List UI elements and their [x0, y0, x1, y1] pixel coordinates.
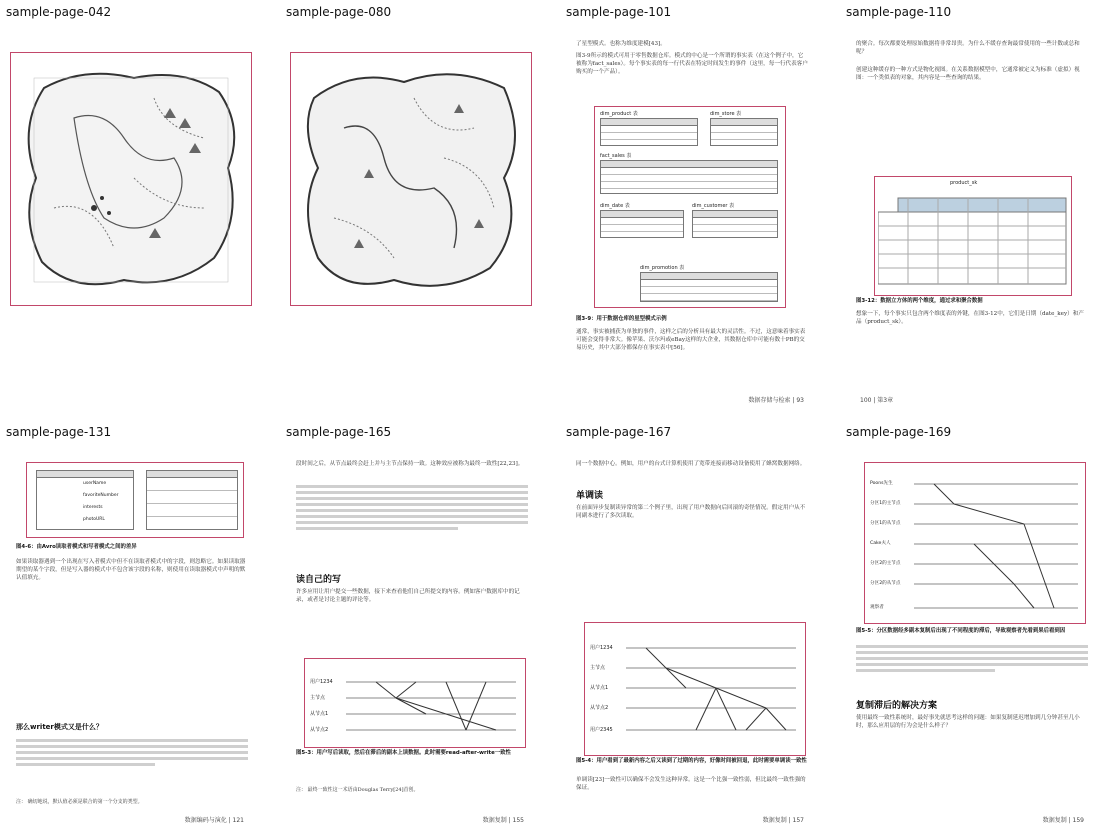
page-text: 图3-9所示的模式可用于零售数据仓库。模式的中心是一个所谓的事实表（在这个例子中，它被称为fact_sales）。每个事实表的每一行代表在特定时间发生的事件（这里，每一行代表客户购买的一个产品）。: [576, 53, 808, 75]
page-text: 通常，事实被捕获为单独的事件，这样之后的分析具有最大的灵活性。不过，这意味着事实表可能会变得非常大。像苹果、沃尔玛或eBay这样的大企业，其数据仓库中可能有数十PB的交易历史，其中大部分都保存在事实表中[56]。: [576, 329, 806, 351]
figure-caption: 图5-4：用户看到了最新内容之后又读到了过期的内容，好像时间被回退，此时需要单调读一致性: [576, 758, 807, 764]
page-image: [286, 446, 538, 830]
data-cube-table: [878, 188, 1068, 288]
footnote: 注： 最终一致性这一术语由Douglas Terry[24]首创。: [296, 787, 419, 793]
page-image: [566, 446, 818, 830]
page-thumbnail-169[interactable]: [840, 420, 1100, 830]
diagram-row-label: 从节点2: [590, 705, 609, 711]
page-footer: 数据编码与演化 | 121: [184, 817, 244, 824]
schema-field: userName: [83, 481, 107, 486]
diagram-row-label: 用户1234: [310, 679, 333, 685]
page-text: 单调读[23]一致性可以确保不会发生这种异常。这是一个比强一致性弱，但比最终一致性强的保证。: [576, 777, 806, 791]
page-image: [6, 446, 258, 830]
schema-table: [692, 210, 778, 238]
diagram-row-label: 用户2345: [590, 727, 613, 733]
page-thumbnail-042[interactable]: [0, 0, 260, 410]
page-footer: 数据存储与检索 | 93: [748, 397, 804, 404]
page-text: 在前面异步复制读异常的第二个例子里，出现了用户数据向后回滚的奇怪情况。假定用户从不同副本进行了多次读取。: [576, 505, 806, 519]
page-label: sample-page-101: [566, 5, 672, 19]
table-title: dim_customer 表: [692, 203, 735, 209]
diagram-row-label: 用户1234: [590, 645, 613, 651]
schema-table: [600, 210, 684, 238]
diagram-row-label: 分区2的主节点: [870, 561, 901, 566]
figure-caption: 图5-5：分区数据经多副本复制后出现了不同程度的滞后，导致观察者先看到果后看到因: [856, 628, 1066, 634]
schema-table: [710, 118, 778, 146]
diagram-row-label: 分区1的主节点: [870, 501, 901, 506]
figure-caption: 图3-9：用于数据仓库的星型模式示例: [576, 316, 667, 322]
diagram-row-label: 观察者: [870, 605, 884, 610]
diagram-row-label: 主节点: [590, 665, 606, 671]
page-text-lines: [296, 482, 528, 562]
replication-diagram: [626, 636, 798, 746]
diagram-row-label: 从节点1: [310, 711, 329, 717]
page-text: 许多应用让用户提交一些数据，接下来查看他们自己所提交的内容。例如客户数据库中的记录，或者是讨论主题的评论等。: [296, 589, 520, 603]
diagram-row-label: Cake夫人: [870, 541, 891, 546]
page-thumbnail-131[interactable]: [0, 420, 260, 830]
page-label: sample-page-110: [846, 5, 952, 19]
causality-diagram: [914, 472, 1080, 618]
page-label: sample-page-131: [6, 425, 112, 439]
section-heading: 读自己的写: [296, 575, 342, 585]
table-title: dim_product 表: [600, 111, 638, 117]
page-text: 同一个数据中心。例如，用户的台式计算机使用了宽带连接而移动设备使用了蜂窝数据网络。: [576, 461, 806, 467]
map-illustration: [14, 58, 248, 302]
page-thumbnail-080[interactable]: [280, 0, 540, 410]
diagram-row-label: 从节点2: [310, 727, 329, 733]
diagram-row-label: 主节点: [310, 695, 326, 701]
page-footer: 数据复制 | 159: [1042, 817, 1084, 824]
page-image: [6, 26, 258, 410]
page-thumbnail-165[interactable]: [280, 420, 540, 830]
writer-schema-table: [36, 470, 134, 530]
page-label: sample-page-080: [286, 5, 392, 19]
page-text: 想象一下，每个事实只包含两个维度表的外键，在图3-12中，它们是日期（date_key）和产品（product_sk）。: [856, 311, 1084, 325]
page-text: 如果读取器遇到一个出现在写入者模式中但不在读取者模式中的字段，则忽略它。如果读取器期望的某个字段，但是写入器的模式中不包含该字段的名称，则使用在读取器模式中声明的默认值填充。: [16, 559, 246, 581]
schema-field: favoriteNumber: [83, 493, 119, 498]
section-heading: 单调读: [576, 491, 604, 501]
page-thumbnail-101[interactable]: [560, 0, 820, 410]
footnote: 注： 确切地说，默认值必须是联合的第一个分支的类型。: [16, 799, 143, 805]
figure-caption: 图4-6：由Avro读取者模式和写者模式之间的差异: [16, 544, 137, 550]
section-heading: 那么writer模式又是什么？: [16, 723, 103, 731]
section-heading: 复制滞后的解决方案: [856, 701, 938, 711]
page-label: sample-page-165: [286, 425, 392, 439]
page-thumbnail-167[interactable]: [560, 420, 820, 830]
figure-caption: 图5-3：用户写后读取，然后在滞后的副本上读数据。此时需要read-after-write一致性: [296, 750, 511, 756]
page-image: [846, 26, 1098, 410]
page-footer: 数据复制 | 157: [762, 817, 804, 824]
diagram-row-label: 分区2的从节点: [870, 581, 901, 586]
table-title: dim_store 表: [710, 111, 742, 117]
schema-field: photoURL: [83, 517, 105, 522]
map-illustration: [294, 58, 528, 302]
diagram-row-label: 分区1的从节点: [870, 521, 901, 526]
figure-caption: 图3-12：数据立方体的两个维度，通过求和聚合数据: [856, 298, 983, 304]
table-title: dim_date 表: [600, 203, 630, 209]
replication-diagram: [346, 672, 518, 740]
page-text: 了星型模式。也称为维度建模[43]。: [576, 41, 666, 47]
page-text-lines: [16, 736, 248, 792]
page-label: sample-page-167: [566, 425, 672, 439]
page-text: 的聚合。每次都要处理原始数据将非常昂贵。为什么不缓存查询最常使用的一些计数或总和呢？: [856, 41, 1080, 55]
page-label: sample-page-042: [6, 5, 112, 19]
page-text: 使用最终一致性系统时，最好事先就思考这样的问题：如果复制延迟增加到几分钟甚至几小时，那么应用层的行为会是什么样子？: [856, 715, 1080, 729]
table-title: product_sk: [950, 180, 978, 186]
page-label: sample-page-169: [846, 425, 952, 439]
page-image: [846, 446, 1098, 830]
page-text: 段时间之后，从节点最终会赶上并与主节点保持一致。这种效应被称为最终一致性[22,23]。: [296, 461, 524, 467]
page-footer: 数据复制 | 155: [482, 817, 524, 824]
reader-schema-table: [146, 470, 238, 530]
page-thumbnail-110[interactable]: [840, 0, 1100, 410]
diagram-row-label: Poons先生: [870, 481, 893, 486]
page-image: [566, 26, 818, 410]
schema-table: [640, 272, 778, 302]
table-title: dim_promotion 表: [640, 265, 685, 271]
page-text: 创建这种缓存的一种方式是物化视图。在关系数据模型中，它通常被定义为标准（虚拟）视图：一个类似表的对象，其内容是一些查询的结果。: [856, 67, 1080, 81]
schema-field: interests: [83, 505, 103, 510]
page-text-lines: [856, 642, 1088, 690]
diagram-row-label: 从节点1: [590, 685, 609, 691]
page-image: [286, 26, 538, 410]
page-footer: 100 | 第3章: [860, 397, 894, 404]
schema-table: [600, 118, 698, 146]
schema-table: [600, 160, 778, 194]
table-title: fact_sales 表: [600, 153, 632, 159]
